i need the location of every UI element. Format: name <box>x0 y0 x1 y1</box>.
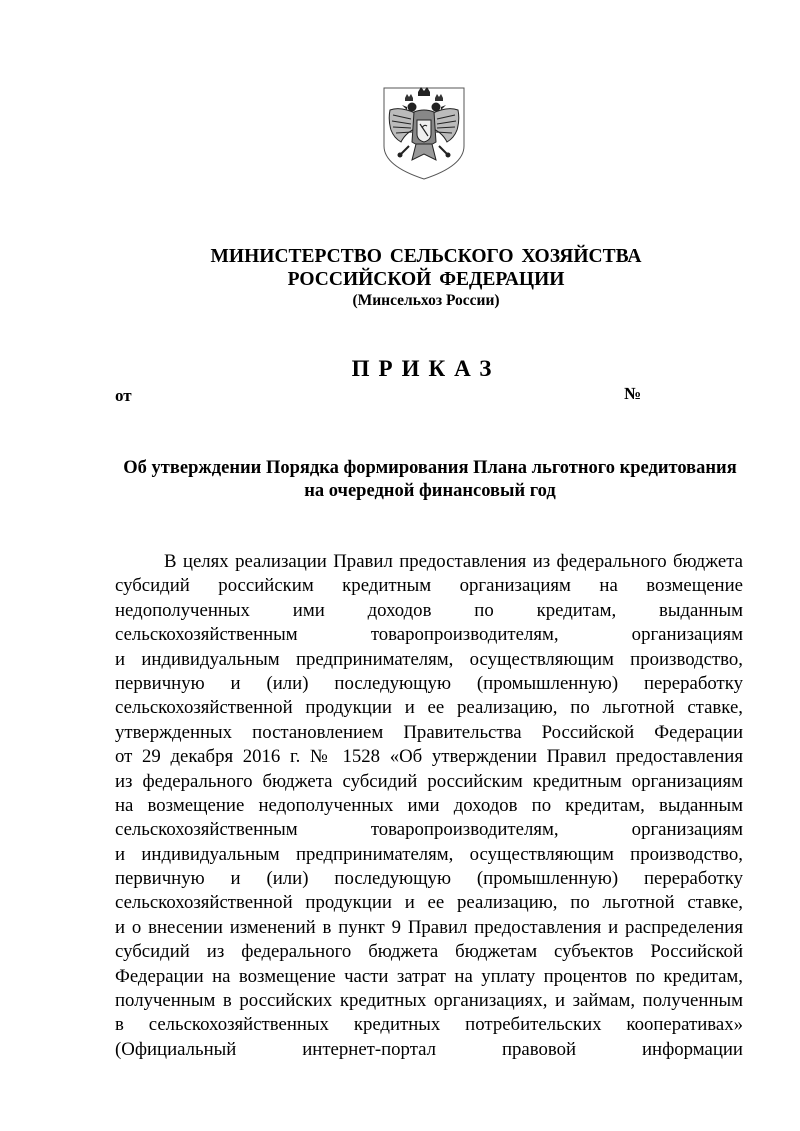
body-line: Федерации на возмещение части затрат на уплату процентов по кредитам, <box>115 965 743 987</box>
body-line: первичную и (или) последующую (промышленную) переработку <box>115 672 743 694</box>
ministry-name-line1: МИНИСТЕРСТВО СЕЛЬСКОГО ХОЗЯЙСТВА <box>210 246 642 267</box>
body-line: сельскохозяйственным товаропроизводителям, организациям <box>115 819 743 841</box>
date-label: от <box>115 386 132 405</box>
body-line: (Официальный интернет-портал правовой информации <box>115 1038 743 1060</box>
body-line: субсидий российским кредитным организациям на возмещение <box>115 575 743 597</box>
body-line: и индивидуальным предпринимателям, осуществляющим производство, <box>115 648 743 670</box>
document-title-line1: Об утверждении Порядка формирования Плана льготного кредитования <box>123 458 737 478</box>
body-line: на возмещение недополученных ими доходов по кредитам, выданным <box>115 794 743 816</box>
document-type-heading: ПРИКАЗ <box>351 356 501 381</box>
body-line: первичную и (или) последующую (промышленную) переработку <box>115 868 743 890</box>
russian-coat-of-arms-icon <box>381 84 467 180</box>
body-line: от 29 декабря 2016 г. № 1528 «Об утверждении Правил предоставления <box>115 746 743 768</box>
number-label: № <box>624 384 642 403</box>
body-line: недополученных ими доходов по кредитам, выданным <box>115 599 743 621</box>
body-line: и о внесении изменений в пункт 9 Правил предоставления и распределения <box>115 916 743 938</box>
ministry-short-name: (Минсельхоз России) <box>352 292 500 309</box>
body-line: сельскохозяйственной продукции и ее реализацию, по льготной ставке, <box>115 697 743 719</box>
body-line: из федерального бюджета субсидий российским кредитным организациям <box>115 770 743 792</box>
body-line: В целях реализации Правил предоставления из федерального бюджета <box>164 551 743 572</box>
ministry-name-line2: РОССИЙСКОЙ ФЕДЕРАЦИИ <box>287 269 565 290</box>
document-body <box>115 550 743 1062</box>
body-line: и индивидуальным предпринимателям, осуществляющим производство, <box>115 843 743 865</box>
body-line: сельскохозяйственным товаропроизводителям, организациям <box>115 624 743 646</box>
body-line: субсидий из федерального бюджета бюджетам субъектов Российской <box>115 941 743 963</box>
body-line: полученным в российских кредитных организациях, и займам, полученным <box>115 990 743 1012</box>
body-line: сельскохозяйственной продукции и ее реализацию, по льготной ставке, <box>115 892 743 914</box>
body-line: в сельскохозяйственных кредитных потребительских кооперативах» <box>115 1014 743 1036</box>
body-line: утвержденных постановлением Правительства Российской Федерации <box>115 721 743 743</box>
document-title-line2: на очередной финансовый год <box>304 481 556 501</box>
